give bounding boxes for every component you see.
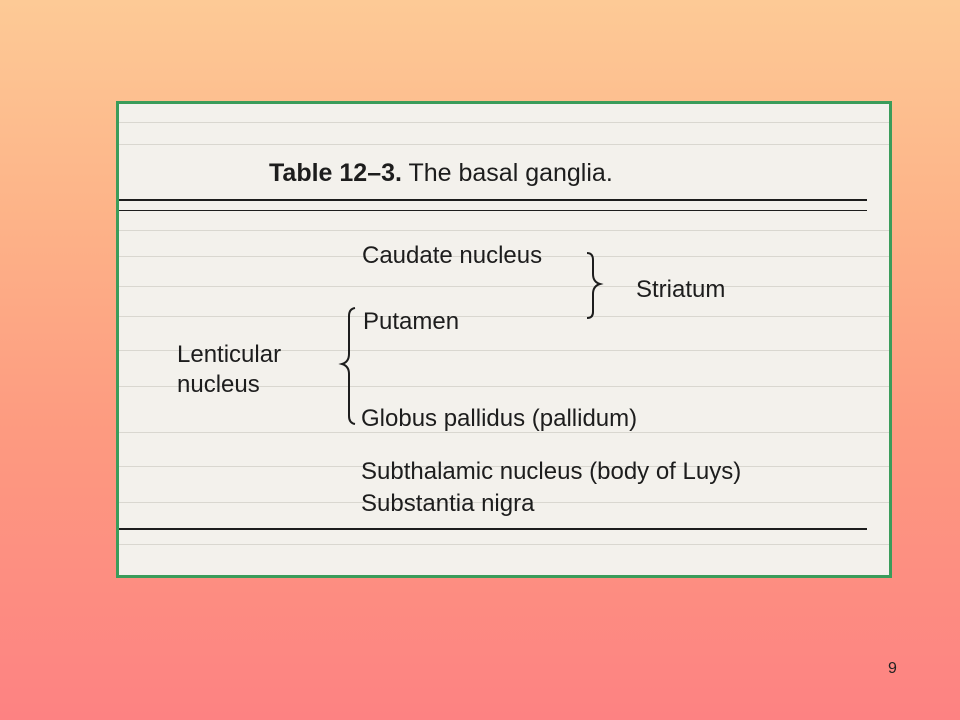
- scanned-table-frame: [116, 101, 892, 578]
- lenticular-label-line2: nucleus: [177, 371, 260, 398]
- lenticular-label-line1: Lenticular: [177, 341, 282, 368]
- table-number: Table 12–3.: [269, 159, 402, 187]
- lenticular-brace: [342, 308, 355, 424]
- table-caption: The basal ganglia.: [408, 159, 613, 187]
- page-number: 9: [888, 660, 897, 677]
- putamen-cell: Putamen: [363, 308, 460, 335]
- striatum-cell: Striatum: [636, 276, 726, 303]
- striatum-brace: [587, 253, 600, 318]
- globus-pallidus-cell: Globus pallidus (pallidum): [361, 405, 638, 432]
- substantia-nigra-cell: Substantia nigra: [361, 490, 535, 517]
- subthalamic-nucleus-cell: Subthalamic nucleus (body of Luys): [361, 458, 742, 485]
- caudate-nucleus-cell: Caudate nucleus: [362, 242, 543, 269]
- bottom-rule: [119, 528, 867, 530]
